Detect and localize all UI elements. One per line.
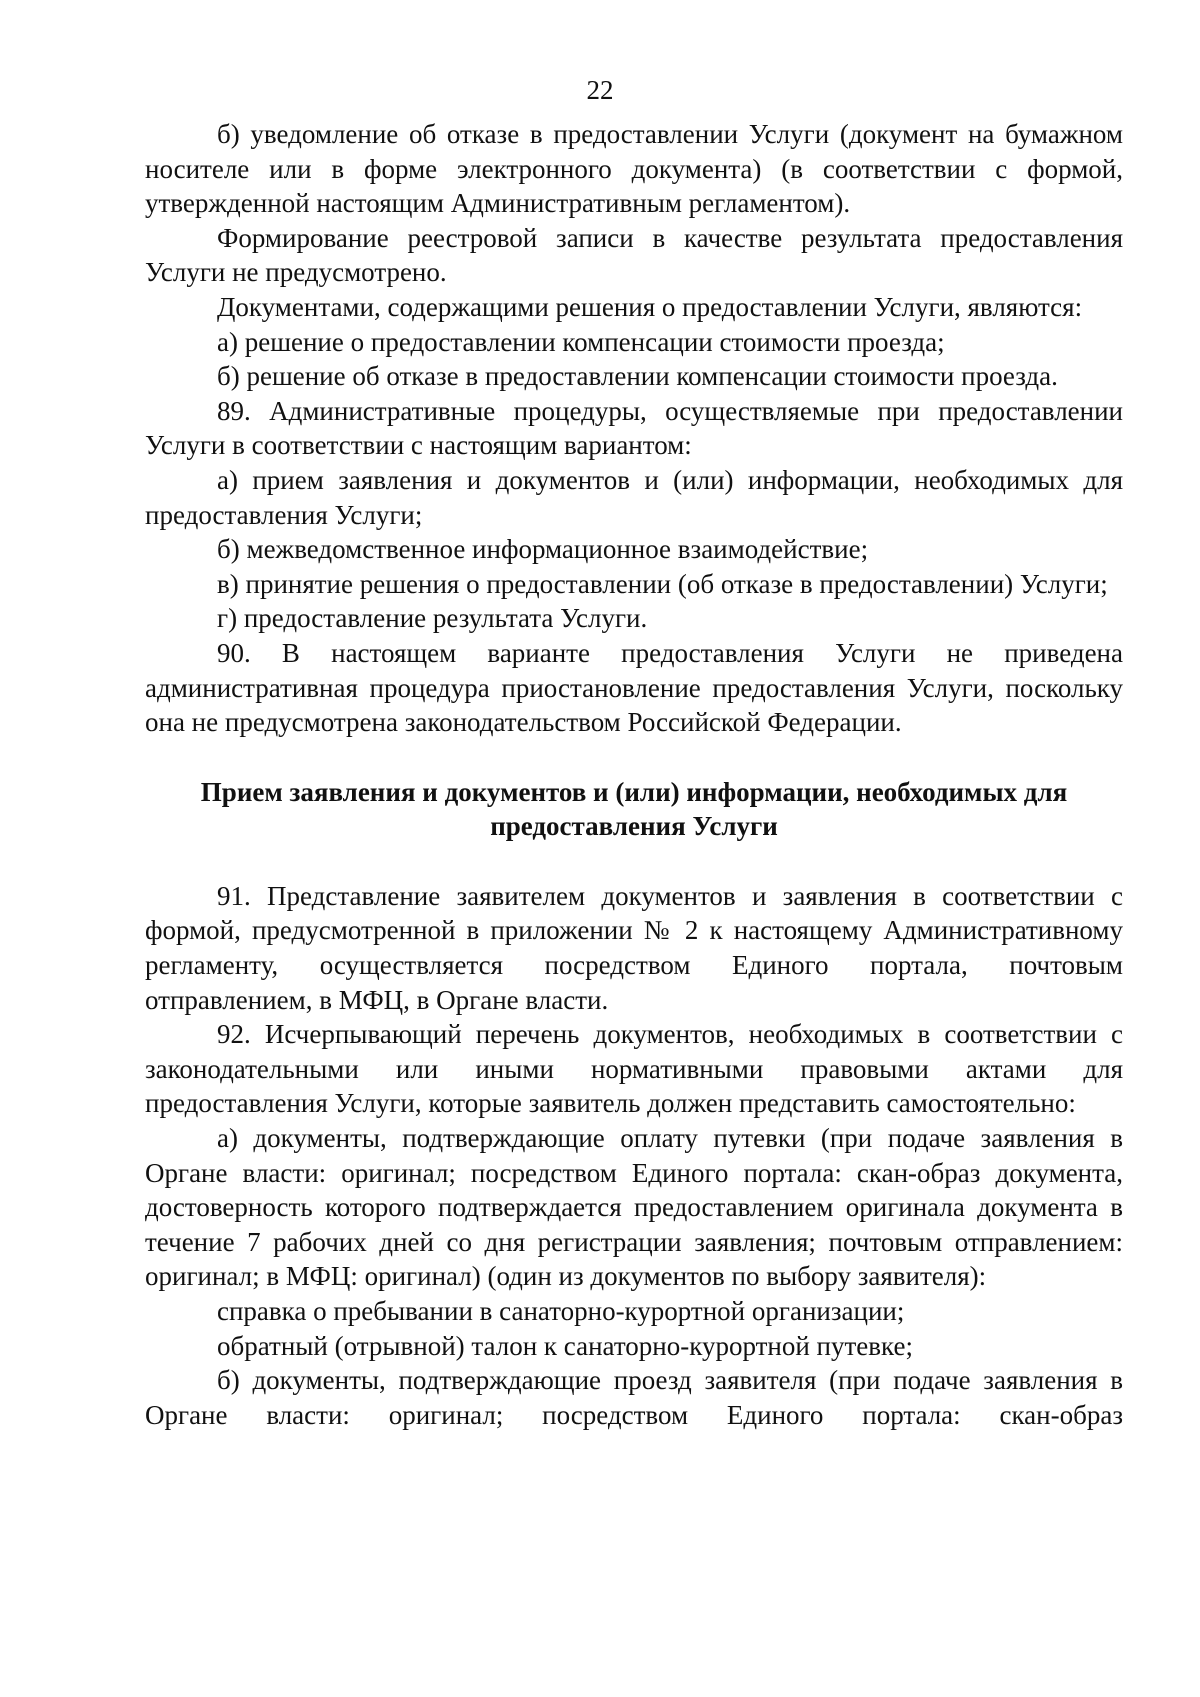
list-item: г) предоставление результата Услуги. [217,603,648,634]
list-item: а) решение о предоставлении компенсации стоимости проезда; [217,326,945,357]
list-item: обратный (отрывной) талон к санаторно-курортной путевке; [217,1330,913,1361]
section-heading [145,775,1123,844]
paragraph: 91. Представление заявителем документов и заявления в соответствии с формой, предусмотренной в приложении № 2 к настоящему Административному регламенту, осуществляется посредством Единого портала, почтовым отправлением, в МФЦ, в Органе власти. [145,880,1123,1015]
paragraph: 89. Административные процедуры, осуществляемые при предоставлении Услуги в соответствии с настоящим вариантом: [145,395,1123,461]
paragraph: Формирование реестровой записи в качестве результата предоставления Услуги не предусмотрено. [145,222,1123,288]
section-heading-line: Прием заявления и документов и (или) информации, необходимых для [200,776,1068,807]
list-item: б) межведомственное информационное взаимодействие; [217,534,869,565]
list-item: в) принятие решения о предоставлении (об отказе в предоставлении) Услуги; [217,568,1108,599]
paragraph: 90. В настоящем варианте предоставления Услуги не приведена административная процедура приостановление предоставления Услуги, поскольку она не предусмотрена законодательством Российской Федерации. [145,637,1123,738]
document-body [145,117,1123,1432]
list-item: а) прием заявления и документов и (или) информации, необходимых для предоставления Услуги; [145,464,1123,530]
page-number: 22 [586,75,614,105]
list-item: б) документы, подтверждающие проезд заявителя (при подаче заявления в Органе власти: оригинал; посредством Единого портала: скан-образ [145,1365,1123,1430]
paragraph: 92. Исчерпывающий перечень документов, необходимых в соответствии с законодательными или иными нормативными правовыми актами для предоставления Услуги, которые заявитель должен представить самостоятельно: [145,1019,1123,1119]
paragraph: Документами, содержащими решения о предоставлении Услуги, являются: [217,291,1083,322]
list-item: а) документы, подтверждающие оплату путевки (при подаче заявления в Органе власти: оригинал; посредством Единого портала: скан-образ документа, достоверность которого подтверждается предоставлением оригинала документа в течение 7 рабочих дней со дня регистрации заявления; почтовым отправлением: оригинал; в МФЦ: оригинал) (один из документов по выбору заявителя): [145,1123,1123,1292]
list-item: справка о пребывании в санаторно-курортной организации; [217,1296,905,1326]
paragraph: б) уведомление об отказе в предоставлении Услуги (документ на бумажном носителе или в форме электронного документа) (в соответствии с формой, утвержденной настоящим Административным регламентом). [145,119,1123,219]
list-item: б) решение об отказе в предоставлении компенсации стоимости проезда. [217,361,1058,392]
section-heading-line: предоставления Услуги [490,811,778,842]
